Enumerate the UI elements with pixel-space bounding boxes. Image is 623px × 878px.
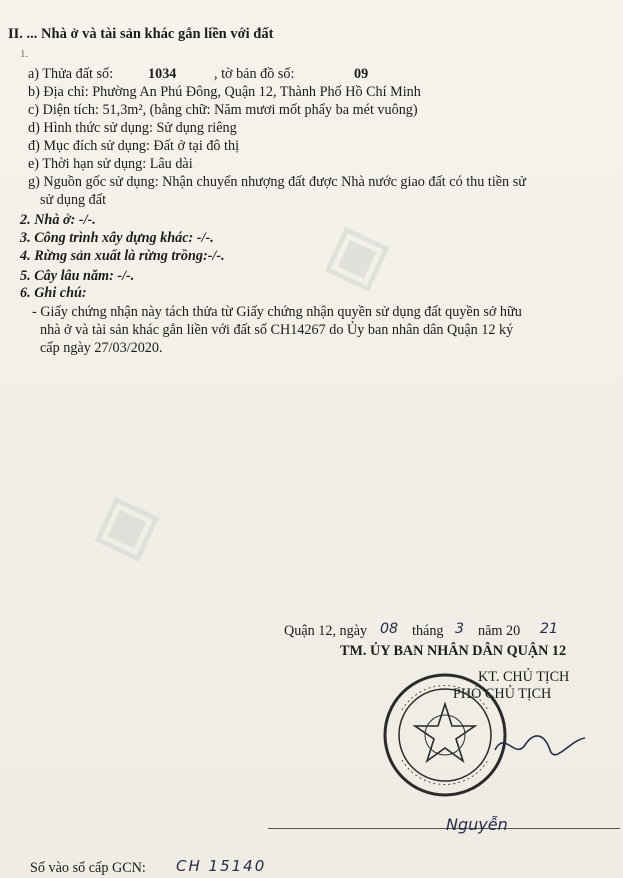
divider-line (268, 828, 620, 829)
other-works-section: 3. Công trình xây dựng khác: -/-. (20, 230, 214, 246)
notes-heading: 6. Ghi chú: (20, 285, 87, 301)
section-number: 1. (20, 48, 29, 60)
land-parcel-label: a) Thửa đất số: (28, 66, 114, 82)
sign-year: 21 (540, 621, 559, 637)
forest-section: 4. Rừng sản xuất là rừng trồng:-/-. (20, 248, 225, 264)
address-line: b) Địa chỉ: Phường An Phú Đông, Quận 12, Thành Phố Hồ Chí Minh (28, 84, 421, 100)
watermark-decoration: ◈ (74, 461, 176, 584)
map-sheet-number: 09 (354, 66, 369, 82)
usage-purpose-line: đ) Mục đích sử dụng: Đất ở tại đô thị (28, 138, 240, 154)
sign-date-prefix: Quận 12, ngày (284, 623, 368, 639)
issuing-authority: TM. ỦY BAN NHÂN DÂN QUẬN 12 (340, 643, 567, 659)
sign-day: 08 (380, 621, 399, 637)
origin-line-cont: sử dụng đất (40, 192, 107, 208)
sign-month: 3 (455, 621, 465, 637)
origin-line: g) Nguồn gốc sử dụng: Nhận chuyển nhượng đất được Nhà nước giao đất có thu tiền sử (28, 174, 526, 190)
note-line: nhà ở và tài sản khác gắn liền với đất số CH14267 do Ủy ban nhân dân Quận 12 ký (40, 322, 514, 338)
land-parcel-number: 1034 (148, 66, 177, 82)
signer-name: Nguyễn (446, 815, 508, 834)
map-sheet-label: , tờ bản đồ số: (214, 66, 295, 82)
note-line: cấp ngày 27/03/2020. (40, 340, 163, 356)
housing-section: 2. Nhà ở: -/-. (20, 212, 96, 228)
signature-stroke-icon (490, 720, 590, 770)
section-title: II. ... Nhà ở và tài sản khác gắn liền với đất (8, 26, 274, 42)
signer-kt-title: KT. CHỦ TỊCH (478, 669, 570, 685)
area-line: c) Diện tích: 51,3m², (bằng chữ: Năm mươi mốt phẩy ba mét vuông) (28, 102, 418, 118)
perennial-section: 5. Cây lâu năm: -/-. (20, 268, 135, 284)
watermark-decoration: ◈ (304, 191, 406, 314)
sign-month-label: tháng (412, 623, 444, 639)
registry-label: Số vào sổ cấp GCN: (30, 860, 146, 876)
signer-title: PHÓ CHỦ TỊCH (453, 686, 552, 702)
registry-number: CH 15140 (176, 857, 267, 875)
usage-term-line: e) Thời hạn sử dụng: Lâu dài (28, 156, 193, 172)
usage-form-line: d) Hình thức sử dụng: Sử dụng riêng (28, 120, 237, 136)
sign-year-label: năm 20 (478, 623, 521, 639)
note-line: - Giấy chứng nhận này tách thửa từ Giấy chứng nhận quyền sử dụng đất quyền sở hữu (32, 304, 522, 320)
